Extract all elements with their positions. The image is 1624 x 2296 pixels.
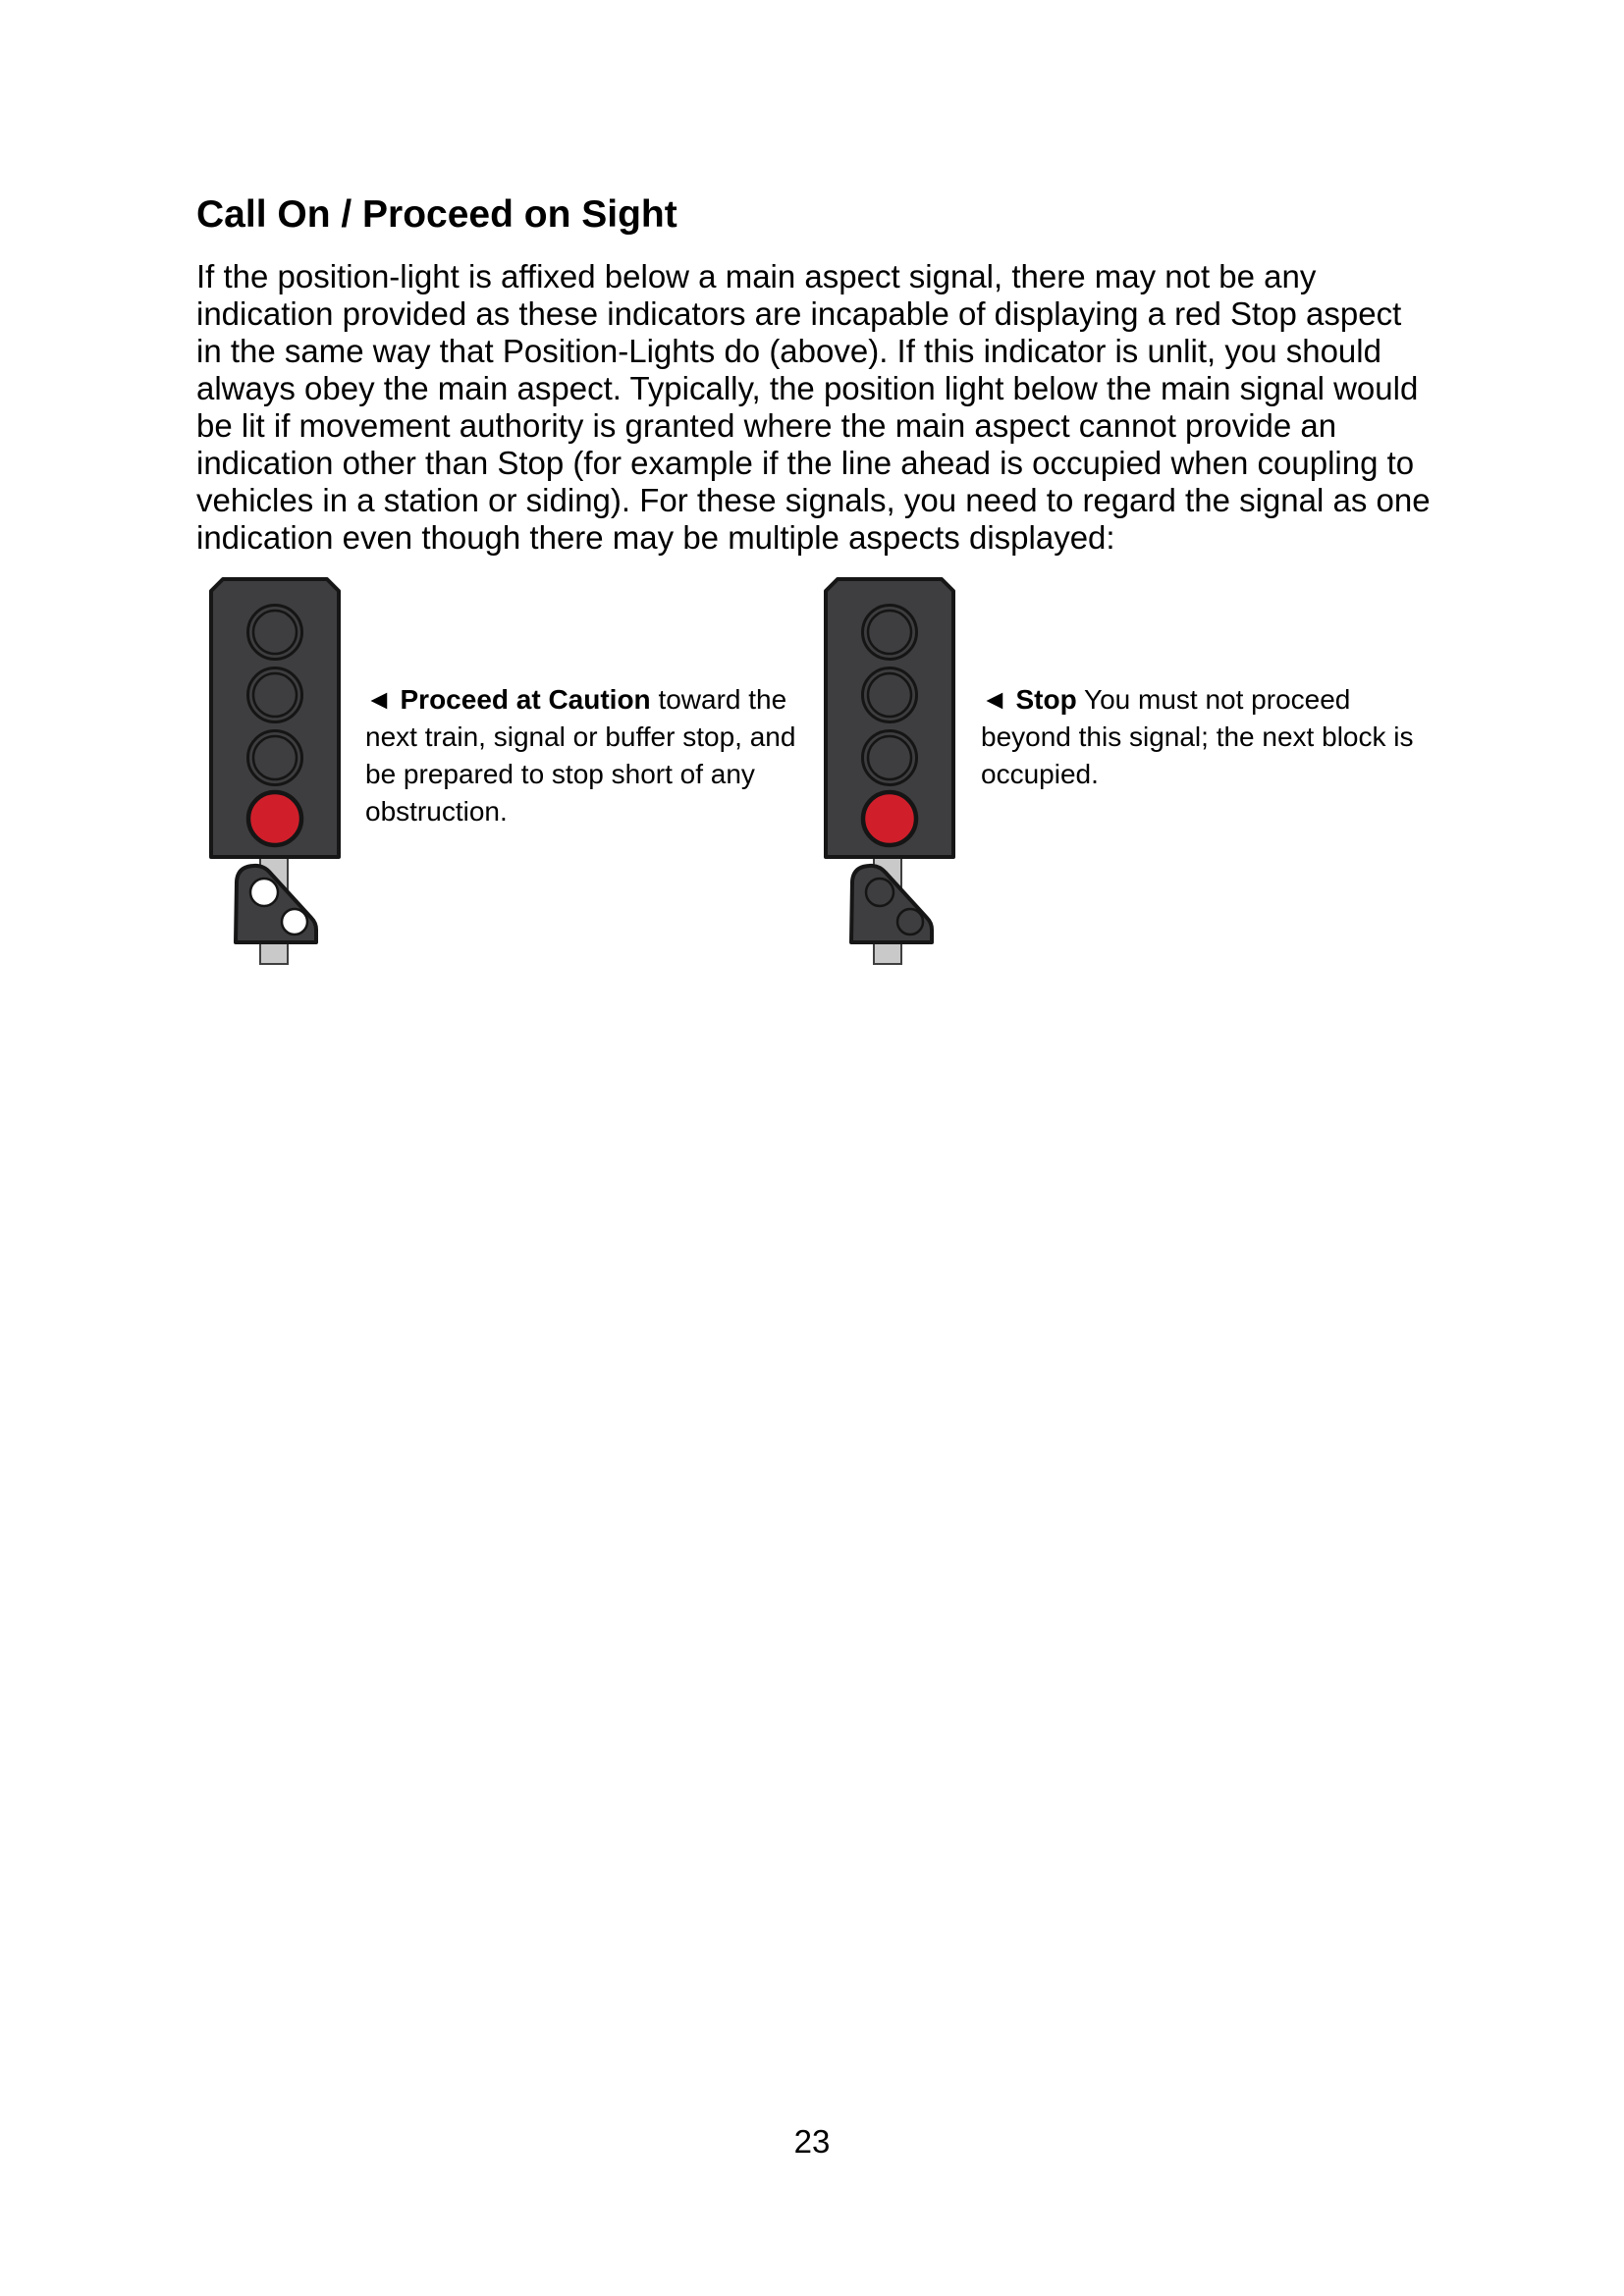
page-number: 23	[793, 2123, 831, 2160]
right-position-light-lamp-unlit-2	[897, 909, 923, 934]
right-position-light-lamp-unlit-1	[866, 879, 893, 906]
caption-stop	[981, 681, 1442, 793]
caption-text: You must not proceed beyond this signal; the next block is occupied.	[981, 684, 1414, 789]
left-red-aspect-lamp	[248, 792, 301, 845]
right-signal-diagram	[826, 579, 953, 964]
section-heading: Call On / Proceed on Sight	[196, 193, 677, 236]
caption-proceed-at-caution	[365, 681, 827, 830]
caption-label-bold: ◄ Proceed at Caution	[365, 684, 651, 715]
caption-text: toward the next train, signal or buffer stop, and be prepared to stop short of any obstruction.	[365, 684, 796, 827]
caption-label-bold: ◄ Stop	[981, 684, 1077, 715]
left-position-light-lamp-lit-2	[282, 909, 307, 934]
right-red-aspect-lamp	[863, 792, 916, 845]
left-signal-diagram	[211, 579, 339, 964]
body-paragraph: If the position-light is affixed below a main aspect signal, there may not be any indication provided as these indicators are incapable of displaying a red Stop aspect in the same way that Position-Lights do (above). If this indicator is unlit, you should always obey the main aspect. Typically, the position light below the main signal would be lit if movement authority is granted where the main aspect cannot provide an indication other than Stop (for example if the line ahead is occupied when coupling to vehicles in a station or siding). For these signals, you need to regard the signal as one indication even though there may be multiple aspects displayed:	[196, 258, 1431, 556]
left-position-light-lamp-lit-1	[250, 879, 278, 906]
